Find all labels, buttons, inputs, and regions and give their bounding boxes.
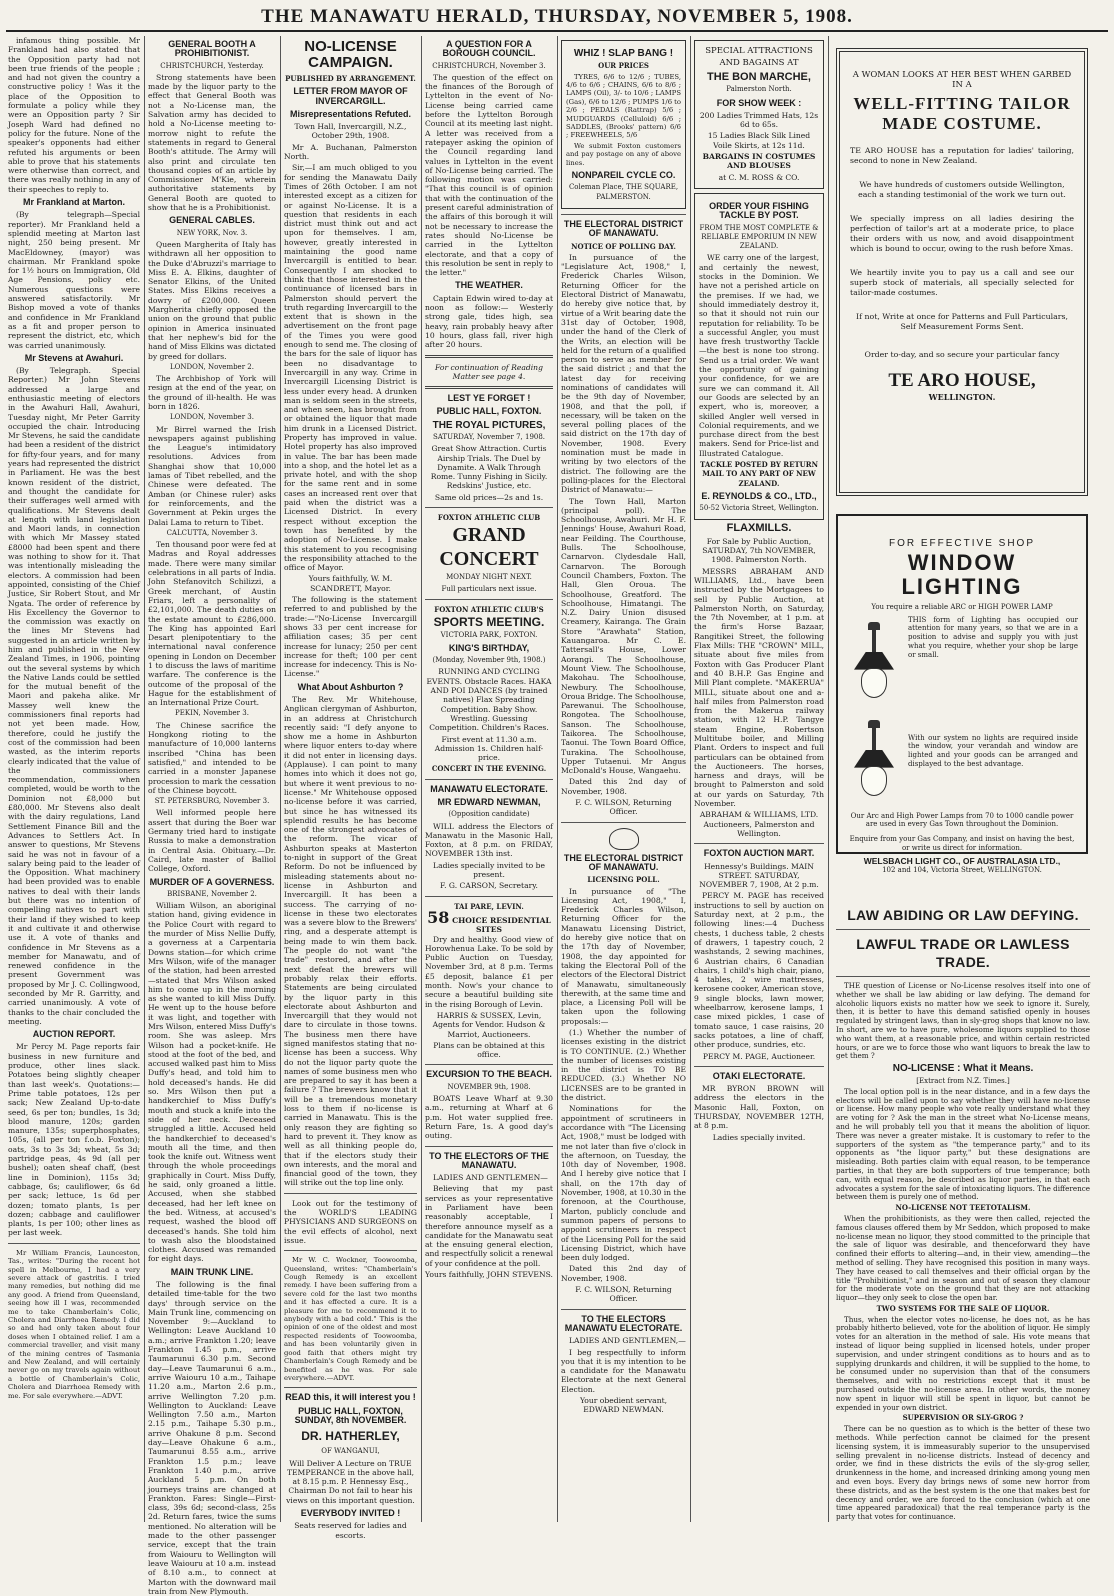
price-list: TYRES, 6/6 to 12/6 ; TUBES, 4/6 to 6/6 ; CHAINS, 6/6 to 8/6 ; LAMPS (Oil), 3/- to 10/6 ; LAMPS (Gas), 6/6 to 12/6 ; PUMPS 1/6 to 2/6 ; PEDALS (Rattrap) 5/6 ; MUDGUARDS (Celluloid) 6/6 ; SADDLES, (Brooks' pattern) 6/6 ; FREEWHEELS, 5/6 (566, 72, 682, 140)
source-note: [Extract from N.Z. Times.] (916, 1076, 1010, 1085)
headline: Mr Stevens at Awahuri. (24, 352, 124, 363)
advert-date: SATURDAY, November 7, 1908. (432, 432, 546, 441)
column-5 (561, 36, 686, 1522)
subheading: SUPERVISION OR SLY-GROG ? (902, 1413, 1024, 1423)
window-lighting-advert (836, 514, 1088, 874)
lamp-icon (851, 622, 897, 702)
column-rule (144, 36, 145, 1522)
notice-heading: THE ELECTORAL DISTRICT OF MANAWATU. (563, 218, 684, 239)
advert-heading: SPORTS MEETING. (433, 615, 545, 630)
te-aro-house-advert (836, 48, 1088, 496)
advert-heading: PUBLIC HALL, FOXTON, SUNDAY, 8th NOVEMBER. (294, 1405, 407, 1425)
advert-text: For Sale by Public Auction, SATURDAY, 7th NOVEMBER, 1908. Palmerston North. (702, 536, 816, 565)
advert-text: Order to-day, and so secure your particular fancy (864, 350, 1060, 359)
article-text: Ten thousand poor were fed at Madras and Royal addresses made. There were many similar celebrations in all parts of India. John Stefanovitch Schilizzi, a Greek merchant, of Austin Friars, left a personality of £2,101,000. The death duties on the estate amount to £286,000. The King has appointed Earl Desart plenipotentiary to the international naval conference opening in London on December 1 to discuss the laws of maritime warfare. The conference is the outcome of the proposal of the Hague for the establishment of an International Prize Court. (148, 540, 276, 708)
lamp-illustration (846, 616, 902, 708)
advert-heading: WELSBACH LIGHT CO., OF AUSTRALASIA LTD., (863, 855, 1061, 866)
advert-address: WELLINGTON. (928, 392, 996, 402)
advert-text: WE carry one of the largest, and certainly the newest, stocks in the Dominion. We have not a perished article on the premises. If we had, we should immediately destroy it, so that it should not ruin our reputation for reliability. To be a successful Angler, you must have fresh trustworthy Tackle—the best is none too strong. Send us a trial order. We want the opportunity of gaining your confidence, for we are sure we can command it. All our Goods are selected by an expert, who is, moreover, a skilled Angler well versed in Colonial requirements, and we purchase direct from the best makers. Send for Price-list and Illustrated Catalogue. (699, 253, 819, 458)
notice-text: (1.) Whether the number of licenses existing in the district is TO CONTINUE. (2.) Whether the number of licenses existing in the district is TO BE REDUCED. (3.) Whether NO LICENSES are to be granted in the district. (561, 1028, 686, 1103)
advert-text: Mr W. C. Wockner, Toowoomba, Queensland, writes: "Chamberlain's Cough Remedy is an excellent remedy. I have been suffering from a severe cold for the last two months and it has effected a cure. It is a pleasure for me to recommend it to anybody with a bad cold." This is the opinion of one of the oldest and most respected residents of Toowoomba, and has been voluntarily given in good faith that others might try Chamberlain's Cough Remedy and be benefited as he was. For sale everywhere.—ADVT. (284, 1256, 417, 1382)
site-count: 58 (427, 907, 450, 927)
advert-heading: MANAWATU ELECTORATE. (430, 783, 548, 794)
advert-address: Coleman Place, THE SQUARE, PALMERSTON. (568, 183, 679, 201)
divider (425, 507, 553, 508)
advert-text: Full particulars next issue. (441, 584, 537, 593)
advert-heading: E. REYNOLDS & CO., LTD., (701, 490, 817, 501)
dateline: CHRISTCHURCH, Yesterday. (160, 61, 264, 70)
advert-date: MONDAY NIGHT NEXT. (446, 573, 532, 582)
advert-text: Same old prices—2s and 1s. (434, 492, 544, 502)
lamp-illustration (846, 714, 902, 806)
divider (284, 1193, 417, 1194)
advert-text: Our Arc and High Power Lamps from 70 to 1000 candle power are used in every Gas Town throughout the Dominion. (850, 811, 1074, 829)
advert-text: A WOMAN LOOKS AT HER BEST WHEN GARBED IN A (852, 70, 1072, 90)
advert-text: BARGAINS IN COSTUMES AND BLOUSES (702, 152, 816, 171)
article-text: The following is the statement referred to and published by the trade:—"No-License Invercargill shows 33 per cent increase for affiliation cases; 35 per cent increase for lunacy; 250 per cent increase for theft; 100 per cent increase for indecency. This is No-License." (284, 595, 417, 679)
notice-text: Dated this 2nd day of November, 1908. (561, 1264, 686, 1283)
advert-text: 15 Ladies Black Silk Lined Voile Skirts, at 12s 11d. (707, 131, 811, 150)
article-text: The local option poll is in the near distance, and in a few days the electors will be called upon to say whether they will have no-license or license. How many people who vote really understand what they are voting for ? Ask the man in the street what No-License means, and he will probably tell you that it means the abolition of liquor. There was never a greater mistake. It is customary to refer to the supporters of the system as "the temperance party," and to its opponents as "the liquor party," but these designations are misleading. Both parties claim with equal reason, to be temperance parties, in that they are both supporters of true temperance; both can, with equal reason, be described as liquor parties, in that each advocates a system for the sale of intoxicating liquors. The difference between them is purely one of method. (836, 1086, 1090, 1202)
article-text: William Wilson, an aboriginal station hand, giving evidence in the Police Court with regard to the murder of Miss Nellie Duffy, a governess at a Carpentaria Downs station—for which crime Mrs Wilson, wife of the manager of the station, had been arrested—stated that Mrs Wilson asked him to come up in the morning as she wanted to kill Miss Duffy. He went up to the house before it was light, and together with Mrs Wilson, entered Miss Duffy's room. She was asleep. Mrs Wilson had a pocket-knife. He stood at the foot of the bed, and accused walked past him to Miss Duffy's head, and told him to hold deceased's hands. He did so. Mrs Wilson then put a handkerchief to Miss Duffy's mouth and stuck a knife into the side of her neck. Deceased struggled a little. Accused held the handkerchief to deceased's mouth all the time, and then took the knife out. Witness went through the whole proceedings graphically in Court. Miss Duffy, he said, only groaned a little. Accused, when she stabbed deceased, had her left knee on the bed. Witness, at accused's request, washed the blood off deceased's hands. She told him to wash also the bloodstained clothes. Accused was remanded for eight days. (148, 901, 276, 1264)
advert-heading: DR. HATHERLEY, (301, 1429, 400, 1444)
divider (694, 1066, 824, 1067)
article-text: Thus, when the elector votes no-license, he does not, as he has probably hitherto believed, vote for the abolition of liquor. He simply votes for an alteration in the method of sale. His vote means that instead of liquor being supplied in licensed hotels, under proper supervision, and under stringent conditions as to hours and as to supplying drunkards and children, it will be supplied to the home, to be consumed under no supervision than that of the consumers themselves, and with no restrictions except that it must be purchased outside the no-license area. In other words, the money now spent in liquor will still be spent in liquor, but cannot be expended in your own district. (836, 1314, 1090, 1412)
law-abiding-article (836, 906, 1090, 1522)
subheading: NO-LICENSE NOT TEETOTALISM. (895, 1203, 1031, 1213)
advert-heading: THE ROYAL PICTURES, (432, 419, 546, 431)
headline: MAIN TRUNK LINE. (170, 1266, 254, 1277)
notice-text: In pursuance of "The Licensing Act, 1908," I, Frederick Charles Wilson, Returning Officer for the Manawatu Licensing District, do hereby give notice that on the 17th day of November, 1908, the day appointed for taking the Electoral Poll of the electors of the Electoral District of Manawatu, simultaneously therewith, at the same time and place, a Licensing Poll will be taken upon the following proposals:— (561, 886, 686, 1026)
divider (425, 599, 553, 600)
column-rule (828, 36, 829, 1522)
advert-heading: FOXTON ATHLETIC CLUB (437, 513, 541, 523)
cycle-advert (561, 40, 686, 209)
notice-heading: TO THE ELECTORS MANAWATU ELECTORATE. (564, 1313, 683, 1333)
divider (561, 214, 686, 215)
advert-text: Dry and healthy. Good view of Horowhenua Lake. To be sold by Public Auction on Tuesday, November 3rd, at 8 p.m. Terms £5 deposit, balance £1 per month. Now's your chance to secure a beautiful building site in the rising Borough of Levin. (425, 934, 553, 1009)
article-text: The Archbishop of York will resign at the end of the year, on the ground of ill-health. He was born in 1826. (148, 374, 276, 411)
notice-signature: F. C. WILSON, Returning Officer. (575, 1285, 672, 1304)
advert-heading: GRAND (452, 524, 526, 547)
article-text: When the prohibitionists, as they were then called, rejected the famous clauses offered them by Mr Seddon, which proposed to make no-license mean no liquor, they stood committed to the principle that the sale of liquor was desirable, and thenceforward they have confined their efforts to altering—and, in their view, amending—the method of selling. They have recognised this position in many ways. They have ceased to call themselves and their official organ by the title "Prohibitionist," and in season and out of season they clamour for the moderate vote on the ground that they are not attacking liquor—they only seek to close the open bar. (836, 1213, 1090, 1303)
article-text: There can be no question as to which is the better of these two methods. While perfection cannot be claimed for the present licensing system, it is immeasurably superior to the unsupervised selling prevalent in no-license districts. Instead of decency and order, we find in these districts the evils of the sly-grog seller, drunkenness in the home, and increased drinking among young men and even boys. Every day brings news of some new horror from these districts, and as the best system is the one that makes best for decency and order, we are forced to the conclusion (which at one time appeared paradoxical) that the real temperance party is the party that votes for continuance. (836, 1424, 1090, 1522)
dateline: LONDON, November 3. (170, 413, 254, 422)
divider (425, 779, 553, 780)
article-text: Mr Percy M. Page reports fair business in new furniture and produce, other lines slack. Potatoes being slightly cheaper than last week's. Quotations:—Prime table potatoes, 12s per sack; New Zealand Up-to-date seed, 6s per ton; bundles, 1s 3d; blood manure, 120s; garden manure, 135s; superphosphates, 105s, (all per ton f.o.b. Foxton); oats, 3s to 3s 3d; wheat, 5s 3d; partridge peas, 4s 9d (all per bushel); oaten sheaf chaff, (best line in Dominion), 115s 3d; cabbage, 6s; cauliflower, 6s 6d per sack; lettuce, 1s 6d per dozen; tomato plants, 1s per dozen; cabbage and cauliflower plants, 1s per 100; other lines as per last week. (8, 1042, 140, 1238)
advert-text: SPECIAL ATTRACTIONS AND BAGAINS AT (705, 46, 813, 68)
advert-text: at C. M. ROSS & CO. (718, 172, 800, 182)
dateline: BRISBANE, November 2. (167, 889, 257, 898)
dateline: CALCUTTA, November 3. (166, 528, 258, 537)
advert-text: First event at 11.30 a.m. Admission 1s. Children half-price. (434, 734, 544, 763)
headline: LAW ABIDING OR LAW DEFYING. (847, 907, 1079, 923)
column-rule (421, 36, 422, 1522)
advert-signature: PERCY M. PAGE, Auctioneer. (702, 1051, 816, 1061)
column-4 (425, 36, 553, 1522)
advert-text: RUNNING AND CYCLING EVENTS. Obstacle Races. HAKA AND POI DANCES (by trained natives) Flax Spreading Competition. Baby Show. Wrestling. Guessing Competition. Children's Races. (426, 667, 552, 733)
advert-heading: KING'S BIRTHDAY, (448, 642, 530, 653)
letter-address: Town Hall, Invercargill, N.Z., October 29th, 1908. (294, 122, 407, 141)
subheading: PUBLISHED BY ARRANGEMENT. (285, 74, 416, 83)
advert-text: You require a reliable ARC or HIGH POWER LAMP (871, 602, 1053, 611)
advert-signature: HARRIS & SUSSEX, Levin, Agents for Vendor. Hudson & Marriot, Auctioneers. (432, 1010, 546, 1039)
advert-heading: WHIZ ! SLAP BANG ! (573, 48, 674, 59)
advert-heading: WINDOW LIGHTING (901, 549, 1023, 599)
headline: GENERAL BOOTH A PROHIBITIONIST. (168, 39, 256, 59)
article-text: (By telegraph—Special reporter). Mr Frankland held a splendid meeting at Marton last night, 250 being present. Mr MacEldowney, (mayor) was chairman. Mr Frankland spoke for 1½ hours on Immigration, Old Age Pensions, policy etc. Numerous questions were answered satisfactorily. Mr Bishop moved a vote of thanks and confidence in Mr Frankland as a fit and proper person to represent the district, etc, which was carried unanimously. (8, 210, 140, 350)
article-text: Well informed people here assert that during the Boer war Germany tried hard to instigate Russia to make a demonstration in Central Asia. Obituary.—Dr. Caird, late master of Balliol College, Oxford. (148, 808, 276, 874)
masthead-rule (6, 30, 1108, 32)
headline: A QUESTION FOR A BOROUGH COUNCIL. (442, 39, 536, 59)
advert-text: WILL address the Electors of Manawatu in the Masonic Hall, Foxton, at 8 p.m. on FRIDAY, NOVEMBER 13th inst. (425, 821, 553, 859)
advert-signature: F. G. CARSON, Secretary. (440, 881, 538, 891)
subheading: TWO SYSTEMS FOR THE SALE OF LIQUOR. (876, 1303, 1050, 1313)
headline: What About Ashburton ? (297, 681, 404, 692)
advert-text: (Opposition candidate) (448, 810, 530, 819)
article-text: The Chinese sacrifice the Hongkong rioting to the manufacture of 10,000 lanterns inscribed "China has been satisfied," and intended to be carried in a monster Japanese procession to mark the cessation of the Chinese boycott. (148, 720, 276, 795)
advert-signature: ABRAHAM & WILLIAMS, LTD. Auctioneers, Palmerston and Wellington. (699, 810, 819, 838)
column-1 (8, 36, 140, 1522)
headline: LAWFUL TRADE OR LAWLESS TRADE. (856, 936, 1070, 970)
advert-text: Ladies specially invited. (712, 1132, 806, 1142)
advert-heading: FLAXMILLS. (726, 522, 792, 535)
divider (425, 1146, 553, 1147)
advert-text: Enquire from your Gas Company, and insist on having the best, or write us direct for information. (849, 835, 1075, 852)
article-text: (By Telegraph. Special Reporter.) Mr John Stevens addressed a large and enthusiastic meeting of electors in the Awahuri Hall, Awahuri, Tuesday night, Mr Peter Garrity occupied the chair. Introducing Mr Stevens, he said the candidate had been a resident of the district for fifty-four years, and for many years had represented the district in Parliament. He was the best known resident of the district, and thought the candidate for their sufferages well armed with qualifications. Mr Stevens dealt at length with land legislation and Maori lands, in connection with which Mr Massey stated £8000 had been spent and there was nothing to show for it. That was intentionally misleading the electors. A commission had been appointed, consisting of the Chief Justice, Sir Robert Stout, and Mr Ngata. The order of reference by His Excellency the Governor to the commission was exactly on the lines Mr Stevens had suggested in an article written by him and published in the New Zealand Times, in 1906, pointing out the several systems by which the Native Lands could be settled for the mutual benefit of the Maori and pakeha alike. Mr Massey well knew the commissioners final reports had not yet been made. How, therefore, could he justify the cost of the commission had been wasted, as the interim reports clearly indicated that the value of the commissioners recommendation, when completed, would be worth to the Dominion not £8,000 but £80,000. Mr Stevens also dealt with the dairy regulations, Land Settlement Finance Bill and the Advances to Settlers Act. In answer to questions, Mr Stevens said he was not in favour of a salary being paid to the leader of the Opposition. What machinery had been provided was to enable natives to deal with their lands but there was no intention of compelling natives to part with their land if they wished to keep it and cultivate it and otherwise use it. A vote of thanks and confidence in Mr Stevens as a member for Manawatu, and of renewed confidence in the present Government was proposed by Mr J. C. Collingwood, seconded by Mr R. Garritty, and carried unanimously. A vote of thanks to the chair concluded the meeting. (8, 366, 140, 1026)
advert-text: TE ARO HOUSE has a reputation for ladies' tailoring, second to none in New Zealand. (850, 146, 1074, 165)
advert-heading: EXCURSION TO THE BEACH. (426, 1069, 552, 1080)
dateline: ST. PETERSBURG, November 3. (154, 797, 270, 806)
column-rule (690, 36, 691, 1522)
advert-heading (425, 907, 553, 935)
dateline: LONDON, November 2. (170, 362, 254, 371)
advert-heading: READ this, it will interest you ! (285, 1392, 416, 1403)
letter-recipient: Mr A. Buchanan, Palmerston North. (284, 142, 417, 162)
advert-text: Mr William Francis, Launceston, Tas., writes: "During the recent hot spell in Melbourne, I had a very severe attack of gastritis. I tried many remedies, but nothing did me any good. A friend from Queensland, seeing how ill I was, recommended me to take Chamberlain's Colic, Cholera and Diarrhoea Remedy. I did so and had only taken about four doses when I obtained relief. I am a commercial traveller, and visit many of the mining centres of Tasmania and New Zealand, and will certainly never go on my travels again without a bottle of Chamberlain's Colic, Cholera and Diarrhoea Remedy with me. For sale everywhere.—ADVT. (8, 1248, 140, 1400)
article-text: Mr Birrel warned the Irish newspapers against publishing the League's intimidatory resolutions. Advices from Shanghai show that 10,000 lamas of Tibet rebelled, and the Chinese were defeated. The Amban (or Chinese ruler) asks for reinforcements, and the Government at Pekin urges the Dalai Lama to return to Tibet. (148, 424, 276, 527)
advert-heading: THE BON MARCHE, (707, 71, 811, 83)
notice-heading: THE ELECTORAL DISTRICT OF MANAWATU. (563, 852, 684, 872)
advert-address: 50-52 Victoria Street, Wellington. (699, 504, 819, 513)
advert-text: We specially impress on all ladies desiring the perfection of tailor's art at a moderate price, to place their orders with us now, and avoid disappointment which is bound to occur, owing to the rush before Xmas. (850, 214, 1074, 253)
advert-text: LADIES AND GENTLEMEN— (433, 1173, 548, 1183)
headline: NO-LICENSE CAMPAIGN. (304, 38, 397, 71)
notice-text: Dated this 2nd day of November, 1908. (561, 777, 686, 796)
dateline: NEW YORK, Nov. 3. (176, 228, 248, 237)
article-text: Sir,—I am much obliged to you for sending the Manawatu Daily Times of 26th October. I am not interested except as a citizen for or against No-License. It is a question that residents in each district must think out and act upon for themselves. I am, however, greatly interested in maintaining the good name Invercargill is entitled to bear. Consequently I am shocked to think that those interested in the continuance of licensed bars in Palmerston should pervert the truth regarding Invercargill to the extent that is shown in the advertisement on the front page of the Times you were good enough to send me. The closing of the bars for the sale of liquor has been no disadvantage to Invercargill in any way. Crime in Invercargill Licensing District is less under every head. A drunken man is seldom seen in the streets, and when seen, has brought from or obtained the liquor that made him drunk in a Licensed District. Property has improved in value. Hotel property has also improved in value. The bar has been made into a shop, and the hotel let as a private hotel, and with the shop for the same rent and in some cases an increased rent over that paid when the district was a Licensed District. In every respect without exception the town has benefited by the adoption of No-License. I make this statement to you recognising the responsibility attached to the office of Mayor. (284, 163, 417, 573)
continuation-note: For continuation of Reading Matter see page 4. (435, 362, 543, 381)
letter-signature: Yours faithfully, W. M. SCANDRETT, Mayor. (308, 574, 393, 593)
advert-heading: FOXTON AUCTION MART. (703, 848, 815, 859)
column-2 (148, 36, 276, 1596)
advert-subheading: OUR PRICES (598, 61, 649, 71)
advert-heading: TAI PARE, LEVIN. (454, 901, 524, 911)
advert-signature: Yours faithfully, JOHN STEVENS. (425, 1270, 553, 1280)
divider (561, 822, 686, 823)
article-text: Strong statements have been made by the liquor party to the effect that General Booth was not a No-License man, the Salvation army has decided to hold a No-License meeting to-morrow night to refute the statements in regard to General Booth's attitude. The Army will also print and circulate ten thousand copies of an article by Commissioner M'Kie, wherein authoritative statements by General Booth are quoted to show that he is a Prohibitionist. (148, 72, 276, 213)
advert-heading: TE ARO HOUSE, (888, 370, 1036, 391)
advert-text: THIS form of Lighting has occupied our attention for many years, so that we are in a position to advise and supply you with just what you require, whether your shop be large or small. (908, 615, 1078, 659)
divider (284, 1250, 417, 1251)
bon-marche-advert (694, 40, 824, 189)
notice-text: In pursuance of the "Legislature Act, 1908," I, Frederick Charles Wilson, Returning Officer for the Electoral District of Manawatu, do hereby give notice that, by virtue of a Writ bearing date the 31st day of October, 1908, under the hand of the Clerk of the Writs, an election will be held for the return of a qualified person to serve as member for the said district ; and that the latest day for receiving nominations of candidates will be the 9th day of November, 1908, and that the poll, if necessary, will be taken on the several polling places of the said district on the 17th day of November, 1908. Every nomination must be made in writing by two electors of the district. The following are the polling-places for the Electoral District of Manawatu:— (561, 252, 686, 495)
divider (425, 355, 553, 358)
advert-heading: EVERYBODY INVITED ! (300, 1507, 401, 1518)
advert-address: Palmerston North. (726, 85, 792, 94)
advert-text: Will Deliver A Lecture on TRUE TEMPERANCE in the above hall, at 8.15 p.m. P. Hennessy Esq., Chairman Do not fail to hear his views on this important question. (286, 1458, 415, 1505)
advert-text: With our system no lights are required inside the window, your verandah and window are lighted and your goods can be arranged and displayed to the best advantage. (908, 733, 1078, 768)
divider (425, 896, 553, 897)
advert-text: We submit Foxton customers and pay postage on any of above lines. (566, 141, 681, 167)
advert-heading: WELL-FITTING TAILOR MADE COSTUME. (853, 94, 1071, 133)
advert-heading: OTAKI ELECTORATE. (712, 1070, 806, 1081)
advert-text: MESSRS ABRAHAM AND WILLIAMS, Ltd., have been instructed by the Mortgagees to sell by Public Auction, at Palmerston North, on Saturday, the 7th November, at 1 p.m. at the firm's Horse Bazaar, Rangitikei Street, the following Flax Mills: THE "CROWN" MILL, situate about five miles from Foxton with Gas Producer Plant and 40 B.H.P. Gas Engine and Mill Plant complete. "MAKERUA" MILL, situate about one and a-half miles from Palmerston road from the Makerua railway station, with 12 H.P. Tangye steam Engine, Robertson Multitube boiler, and Milling Plant. Orders to inspect and full particulars can be obtained from the Auctioneers. The horses, harness and drays, will be brought to Palmerston and sold at our yards on Saturday, 7th November. (694, 566, 824, 809)
divider (284, 1387, 417, 1388)
advert-text: CONCERT IN THE EVENING. (431, 764, 547, 774)
column-rule (557, 36, 558, 1522)
advert-text: BOATS Leave Wharf at 9.30 a.m., returning at Wharf at 6 p.m. Hot water supplied free. Return Fare, 1s. A good day's outing. (425, 1094, 553, 1141)
divider (836, 976, 1090, 977)
headline: GENERAL CABLES. (169, 215, 255, 226)
advert-heading: FOR SHOW WEEK : (716, 97, 802, 108)
notice-text: LADIES AND GENTLEMEN,— (569, 1336, 686, 1346)
dateline: PEKIN, November 3. (175, 709, 249, 718)
notice-subheading: LICENSING POLL. (587, 875, 660, 885)
divider (694, 843, 824, 844)
advert-heading: TO THE ELECTORS OF THE MANAWATU. (429, 1150, 549, 1170)
advert-heading: CONCERT (439, 548, 539, 571)
article-text: Captain Edwin wired to-day at noon as follow:— Westerly strong gale, tides high, sea heavy, rain probably heavy after 10 hours, glass fall, river high after 20 hours. (425, 293, 553, 350)
article-text: The following is the final detailed time-table for the two days' through service on the Main Trunk line, commencing on November 9:—Auckland to Wellington: Leave Auckland 10 a.m.; arrive Frankton 1.20; leave Frankton 1.45 p.m., arrive Taumarunui 6.30 p.m. Second day—Leave Taumarunui 6 a.m., arrive Waiouru 10 a.m., Taihape 11.20 a.m., Marton 2.6 p.m., arrive Wellington 7.20 p.m. Wellington to Auckland: Leave Wellington 7.50 a.m., Marton 2.15 p.m., Taihape 5.30 p.m., arrive Ohakune 8 p.m. Second day—Leave Ohakune 6 a.m., Taumarunui 8.55 a.m., arrive Frankton 1.5 p.m.; leave Frankton 1.40 p.m., arrive Auckland 5 p.m. On both journeys trains are changed at Frankton. Fares: Single—First-class, 39s 6d; second-class, 25s 2d. Return fares, twice the sums mentioned. No alteration will be made to the other passenger service, except that the train from Waiouru to Wellington will leave Waiouru at 10 a.m. instead of 8.10 a.m., to connect at Marton with the downward mail train from New Plymouth. (148, 1280, 276, 1596)
article-text: Look out for the testimony of the WORLD'S LEADING PHYSICIANS AND SURGEONS on the evil effects of alcohol, next issue. (284, 1198, 418, 1245)
article-text: infamous thing possible. Mr Frankland had also stated that the Opposition party had not been true friends of the people ; and had not given the country a constructive policy ! Was it the place of the Opposition to formulate a policy while they were an Opposition party ? Sir Joseph Ward had defined no policy for the future. None of the speaker's opponents had either refuted his arguments or been able to prove that his statements were otherwise than correct, and there was really nothing in any of their speeches to reply to. (8, 36, 140, 194)
site-label: CHOICE RESIDENTIAL SITES (452, 915, 551, 935)
column-3 (284, 36, 418, 1540)
advert-subheading: OF WANGANUI, (321, 1447, 380, 1456)
advert-heading: PUBLIC HALL, FOXTON. (436, 406, 542, 417)
advert-subheading: FROM THE MOST COMPLETE & RELIABLE EMPORIUM IN NEW ZEALAND. (699, 223, 819, 251)
advert-text: Plans can be obtained at this office. (433, 1040, 545, 1060)
headline: LETTER FROM MAYOR OF INVERCARGILL. (293, 86, 408, 106)
divider (8, 1243, 140, 1244)
divider (561, 1309, 686, 1310)
headline: NO-LICENSE : What it Means. (892, 1063, 1034, 1075)
advert-text: If not, Write at once for Patterns and Full Particulars, Self Measurement Forms Sent. (856, 312, 1068, 331)
advert-text: MR BYRON BROWN will address the electors in the Masonic Hall, Foxton, on THURSDAY, NOVEMBER 12TH, at 8 p.m. (694, 1084, 824, 1131)
advert-heading: ORDER YOUR FISHING TACKLE BY POST. (709, 200, 809, 221)
divider (836, 929, 1090, 930)
advert-text: FOR EFFECTIVE SHOP (888, 538, 1035, 549)
advert-date: (Monday, November 9th, 1908.) (432, 656, 546, 665)
advert-text: We have hundreds of customers outside Wellington, each a standing testimonial of the work we turn out. (858, 180, 1066, 199)
notice-text: I beg respectfully to inform you that it is my intention to be a candidate for the Manawatu Electorate at the next General Election. (561, 1347, 686, 1394)
notice-text: Nominations for the appointment of scrutineers in accordance with "The Licensing Act, 1908," must be lodged with me not later than five o'clock in the afternoon, on Tuesday, the 10th day of November, 1908. And I hereby give notice that I shall, on the 17th day of November, 1908, at 10.30 in the forenoon, at the Courthouse, Marton, publicly conclude and summon papers of persons to appoint scrutineers in respect of the Licensing Poll for the said Licensing District, which have been duly lodged. (561, 1104, 686, 1263)
headline: THE WEATHER. (455, 280, 523, 291)
article-text: Queen Margherita of Italy has withdrawn all her opposition to the Duke d'Abruzzi's marriage to Miss E. A. Elkins, daughter of Senator Elkins, of the United States. Miss Elkins receives a dowry of £200,000. Queen Margherita chiefly opposed the union on the ground that public opinion in America insinuated that her nephew's bid for the hand of Miss Elkins was dictated by greed for dollars. (148, 239, 276, 361)
dateline: CHRISTCHURCH, November 3. (432, 61, 546, 70)
masthead: THE MANAWATU HERALD, THURSDAY, NOVEMBER 5, 1908. (261, 6, 853, 27)
advert-subheading: TACKLE POSTED BY RETURN MAIL TO ANY PART OF NEW ZEALAND. (700, 459, 818, 488)
advert-heading: NONPAREIL CYCLE CO. (571, 170, 676, 181)
headline: AUCTION REPORT. (32, 1029, 116, 1040)
lamp-icon (851, 720, 897, 800)
advert-text: Seats reserved for ladies and escorts. (294, 1521, 407, 1540)
crest-icon (609, 828, 639, 850)
advert-heading: LEST YE FORGET ! (447, 393, 531, 404)
advert-text: Ladies specially invited to be present. (433, 860, 545, 880)
advert-text: PERCY M. PAGE has received instructions to sell by auction on Saturday next, at 2 p.m., the following lines:—4 Duchess chests, 1 duchess table, 2 chests of drawers, 1 tapestry couch, 2 washstands, 2 sewing machines, 6 Austrian chairs, 6 Canadian chairs, 1 child's high chair, piano, 4 tables, 2 wire mattresses, kerosene cooker, American stove, 9 single blocks, lawn mower, wheelbarrow, kerosene lamps, 1 case mixed pickles, 1 case of tomato sauce, 1 case raisins, 20 sacks potatoes, a line of chaff, other produce, sundries, etc. (694, 891, 824, 1050)
article-text: THE question of License or No-License resolves itself into one of whether we shall be law abiding or law defying. The demand for alcoholic liquors exists no matter how we seek to ignore it. Surely, then, it is better to have this demand satisfied openly in houses regulated by stringent laws, than in sly-grog shops that know no law. In short, are we to have pure, wholesome liquors supplied to those who want them, at a reasonable price, and within certain restricted hours, or are we to force those who want liquors to break the law to get them ? (836, 981, 1090, 1061)
notice-signature: F. C. WILSON, Returning Officer. (575, 798, 672, 817)
advert-address: 102 and 104, Victoria Street, WELLINGTON. (882, 865, 1042, 874)
advert-text: Believing that my past services as your representative in Parliament have been reasonably acceptable, I therefore announce myself as a candidate for the Manawatu seat at the ensuing general election, and respectfully solicit a renewal of your confidence at the poll. (425, 1184, 554, 1268)
article-text: The question of the effect on the finances of the Borough of Lyttelton in the event of No-License being carried came before the Lyttelton Borough Council at its meeting last night. A letter was received from a ratepayer asking the opinion of the Council regarding land values in Lyttelton in the event of No-License being carried. The following motion was carried: "That this council is of opinion that with the continuation of the present careful administration of the affairs of this borough it will not be necessary to increase the rates should No-License be carried in the Lyttelton electorate, and that a copy of this resolution be sent in reply to the letter." (425, 72, 553, 278)
advert-text: Great Show Attraction. Curtis Airship Trials. The Duel by Dynamite. A Walk Through Rome. Tunny Fishing in Sicily. Redskins' Justice, etc. (430, 444, 548, 491)
headline: Misrepresentations Refuted. (289, 108, 412, 119)
column-rule (280, 36, 281, 1522)
advert-heading: FOXTON ATHLETIC CLUB'S (434, 604, 544, 614)
column-6 (694, 36, 824, 1522)
advert-text: We heartily invite you to pay us a call and see our superb stock of materials, all specially selected for tailor-made costumes. (850, 268, 1074, 297)
advert-text: Hennessy's Buildings. MAIN STREET. SATURDAY, NOVEMBER 7, 1908, At 2 p.m. (699, 861, 819, 890)
article-text: The Rev. Mr Whitehouse, Anglican clergyman of Ashburton, in an address at Christchurch recently said: "I defy anyone to show me a home in Ashburton where liquor enters to-day where it did not enter in licensing days. (Applause). I can point to many homes into which it does not go, but where it went previous to no-license." Mr Whitehouse opposed no-license before it was carried, but since he has witnessed its splendid results he has become one of the strongest advocates of the reform. The vicar of Ashburton speaks at Masterton to-night in support of the Great Reform. Do not be influenced by misleading statements about no-license in Ashburton and Invercargill. It has been a success. The carrying of no-license in these two electorates was a severe blow to the Brewers' ring, and a desperate attempt is being made to win them back. The people do not want "the trade" restored, and after the next defeat the brewers will probably relax their efforts. Statements are being circulated by the liquor party in this electorate about Ashburton and Invercargill that they would not dare to circulate in those towns. The business men there have signed manifestos stating that no-license has been a success. Why do not the liquor party quote the names of some business men who are prepared to say it has been a failure ? The brewers know that it will be a tremendous monetary loss to them if no-license is carried in Manawatu. This is the only reason they are fighting so hard to prevent it. They know as well as all thinking people do, that if the electors study their own interests, and the moral and financial good of the town, they will strike out the top line only. (284, 695, 417, 1188)
notice-signature: Your obedient servant, EDWARD NEWMAN. (579, 1395, 668, 1415)
advert-text: 200 Ladies Trimmed Hats, 12s 6d to 65s. (699, 110, 819, 130)
headline: Mr Frankland at Marton. (22, 197, 125, 208)
notice-subheading: NOTICE OF POLLING DAY. (571, 241, 676, 251)
headline: MURDER OF A GOVERNESS. (149, 876, 275, 887)
divider (425, 1064, 553, 1065)
fishing-tackle-advert (694, 193, 824, 521)
advert-heading: MR EDWARD NEWMAN, (437, 797, 541, 807)
advert-date: NOVEMBER 9th, 1908. (447, 1082, 531, 1091)
divider (425, 386, 553, 389)
notice-text: The Town Hall, Marton (principal poll). The Schoolhouse, Awahuri. Mr H. F. Jennings' House, Awahuri Road, near Feilding. The Courthouse, Bulls. The Schoolhouse, Carnarvon. Clydesdale Hall, Carnarvon. The Borough Council Chambers, Foxton. The Hall, Glen Oroua. The Schoolhouse, Greatford. The Schoolhouse, Himatangi. The N.Z. Dairy Union disused Creamery, Kairanga. The Grain Store "Arawhata" Station, Kauangaroa. Mr C. E. Tattersall's House, Lower Aorangi. The Schoolhouse, Mount View. The Schoolhouse, Makohau. The Schoolhouse, Newbury. The Schoolhouse, Oroua Bridge. The Schoolhouse, Parewanui. The Schoolhouse, Rongotea. The Schoolhouse, Sanson. The Schoolhouse, Taikorea. The Schoolhouse, Taonui. The Town Board Office, Turakina. The Schoolhouse, Upper Tutaenui. Mr Angus McDonald's House, Wangaehu. (561, 496, 686, 776)
advert-text: VICTORIA PARK, FOXTON. (440, 630, 538, 639)
